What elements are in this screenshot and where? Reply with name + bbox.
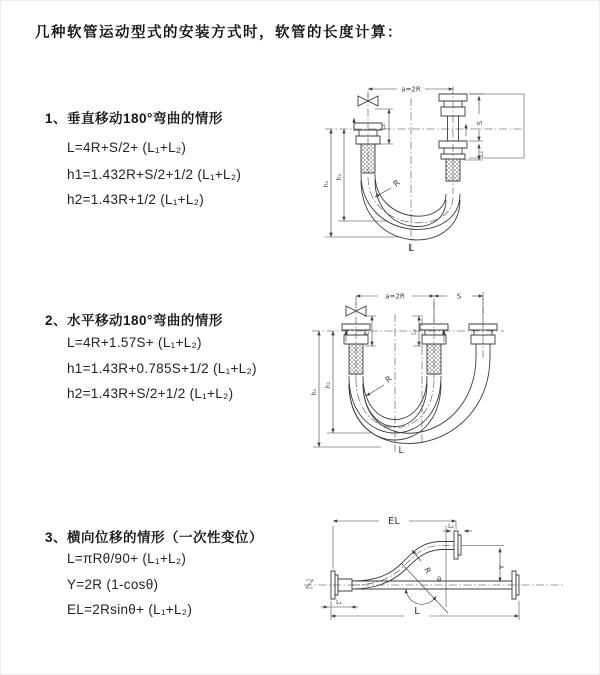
dim-label-r: R <box>383 374 394 385</box>
formula-line: h2=1.43R+S/2+1/2 (L₁+L₂) <box>67 386 234 401</box>
section-1-heading: 1、垂直移动180°弯曲的情形 <box>45 111 223 126</box>
dim-label-l1: L₁ <box>363 329 371 335</box>
formula-line: L=πRθ/90+ (L₁+L₂) <box>67 551 187 566</box>
dim-label-a2r: a=2R <box>385 292 405 301</box>
dim-label-h2: h₂ <box>325 381 332 389</box>
section-2-heading: 2、水平移动180°弯曲的情形 <box>45 313 223 328</box>
hose-u-bend <box>361 174 460 240</box>
formula-line: h1=1.43R+0.785S+1/2 (L₁+L₂) <box>67 361 257 376</box>
dim-label-s: S <box>476 120 484 126</box>
flange-raised-moved <box>454 531 461 559</box>
dim-label-l1: L₁ <box>380 124 387 130</box>
dim-label-l: L <box>398 446 404 456</box>
dim-label-a2r: a=2R <box>401 85 421 94</box>
dim-label-r: R <box>391 178 402 189</box>
dim-label-theta: θ <box>437 576 442 584</box>
dimensions <box>325 89 524 237</box>
formula-line: L=4R+1.57S+ (L₁+L₂) <box>67 335 202 350</box>
dim-label-l1: L₁ <box>336 599 342 606</box>
dimensions <box>313 296 483 447</box>
formula-line: h1=1.432R+S/2+1/2 (L₁+L₂) <box>67 167 242 182</box>
hose-braid-right <box>446 159 460 181</box>
diagram-vertical-180-bend <box>311 74 531 259</box>
centerline-mark <box>306 580 313 588</box>
formula-line: EL=2Rsinθ+ (L₁+L₂) <box>67 602 193 617</box>
formula-line: h2=1.43R+1/2 (L₁+L₂) <box>67 192 205 207</box>
dim-label-el: EL <box>388 516 400 527</box>
formula-line: L=4R+S/2+ (L₁+L₂) <box>67 140 187 155</box>
dim-label-r: R <box>422 566 433 575</box>
dimensions <box>321 521 519 620</box>
dim-label-l2: L₂ <box>410 329 418 335</box>
dim-label-l2: L₂ <box>478 151 485 157</box>
dim-label-h1: h₁ <box>323 180 330 188</box>
diagram-horizontal-180-bend <box>306 284 600 456</box>
section-3-heading: 3、横向位移的情形（一次性变位） <box>45 530 264 545</box>
dim-label-y: Y <box>498 564 506 570</box>
dim-label-l: L <box>408 243 414 254</box>
angle-arc <box>406 589 436 604</box>
formula-line: Y=2R (1-cosθ) <box>67 577 159 592</box>
page-title: 几种软管运动型式的安装方式时，软管的长度计算： <box>35 25 403 41</box>
dim-label-l: L <box>414 606 420 617</box>
diagram-lateral-displacement <box>299 504 600 634</box>
centerline-legs <box>356 292 483 379</box>
dim-label-h1: h₁ <box>311 388 318 396</box>
dim-label-l2: L₂ <box>448 523 454 530</box>
dim-label-h2: h₂ <box>336 173 343 181</box>
dim-label-s: S <box>456 292 462 301</box>
radius-leader <box>366 385 384 396</box>
hose-braid-middle <box>427 344 441 374</box>
hose-u-bend-moved <box>349 356 490 444</box>
hose-braid-left <box>361 144 375 173</box>
hose-braid-left <box>349 344 363 374</box>
